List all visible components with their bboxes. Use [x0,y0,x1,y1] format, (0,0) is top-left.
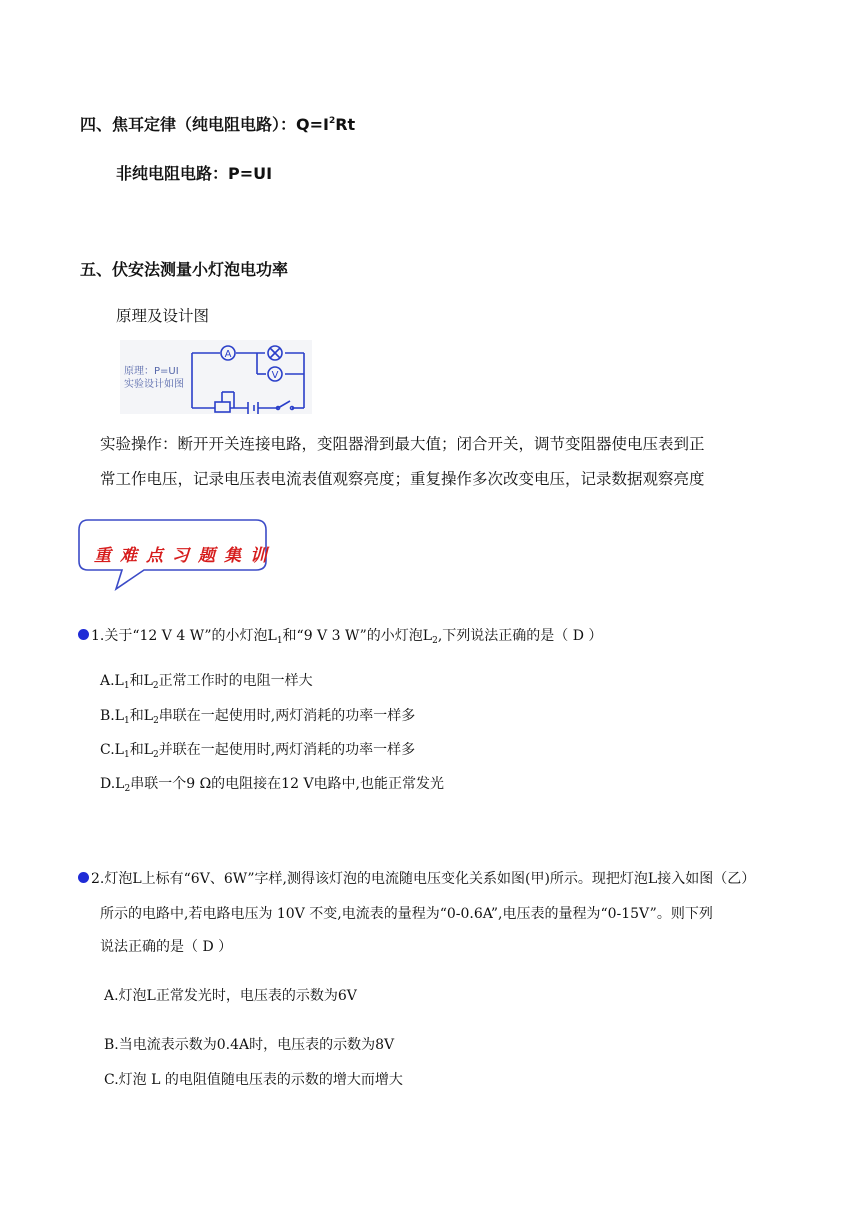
q2-line-2: 所示的电路中,若电路电压为 10V 不变,电流表的量程为“0-0.6A”,电压表的量程为“0-15V”。则下列 [100,906,713,922]
q1-option-b: $B.L_1$和$L_2$串联在一起使用时,两灯消耗的功率一样多 [100,708,416,726]
q1-option-a: $A.L_1$和$L_2$正常工作时的电阻一样大 [100,673,313,691]
svg-text:A: A [224,349,232,360]
q2-option-c: C.灯泡 L 的电阻值随电压表的示数的增大而增大 [104,1072,403,1088]
callout-text: 重难点习题集训 [94,546,276,566]
svg-text:V: V [271,370,279,381]
section5-subtitle: 原理及设计图 [116,307,210,325]
bullet-icon [78,629,89,640]
bullet-icon [78,872,89,883]
q2-line-1: 2.灯泡L上标有“6V、6W”字样,测得该灯泡的电流随电压变化关系如图(甲)所示。现把灯泡L接入如图（乙） [78,868,755,888]
q1-option-c: $C.L_1$和$L_2$并联在一起使用时,两灯消耗的功率一样多 [100,742,416,760]
q2-option-b: B.当电流表示数为0.4A时，电压表的示数为8V [104,1037,395,1053]
q2-line-3: 说法正确的是（ D ） [100,939,233,955]
q1-option-d: $D.L_2$串联一个9 Ω的电阻接在12 V电路中,也能正常发光 [100,776,445,794]
q2-option-a: A.灯泡L正常发光时，电压表的示数为6V [104,988,357,1004]
diagram-label-1: 原理：P=UI [124,366,179,377]
circuit-diagram [120,340,312,414]
section5-title: 五、伏安法测量小灯泡电功率 [80,260,289,279]
circuit-diagram-svg [120,340,312,414]
q1-stem: 1.关于“12 V 4 W”的小灯泡$L_1$和“9 V 3 W”的小灯泡$L_2$,下列说法正确的是（ D ） [78,625,602,645]
section4-sub: 非纯电阻电路：P=UI [116,164,273,183]
operation-line-2: 常工作电压，记录电压表电流表值观察亮度；重复操作多次改变电压，记录数据观察亮度 [100,470,705,488]
operation-line-1: 实验操作：断开开关连接电路，变阻器滑到最大值；闭合开关，调节变阻器使电压表到正 [100,435,705,453]
diagram-label-2: 实验设计如图 [124,379,184,390]
section4-title: 四、焦耳定律（纯电阻电路）：$Q=I^2Rt$ [80,115,356,134]
